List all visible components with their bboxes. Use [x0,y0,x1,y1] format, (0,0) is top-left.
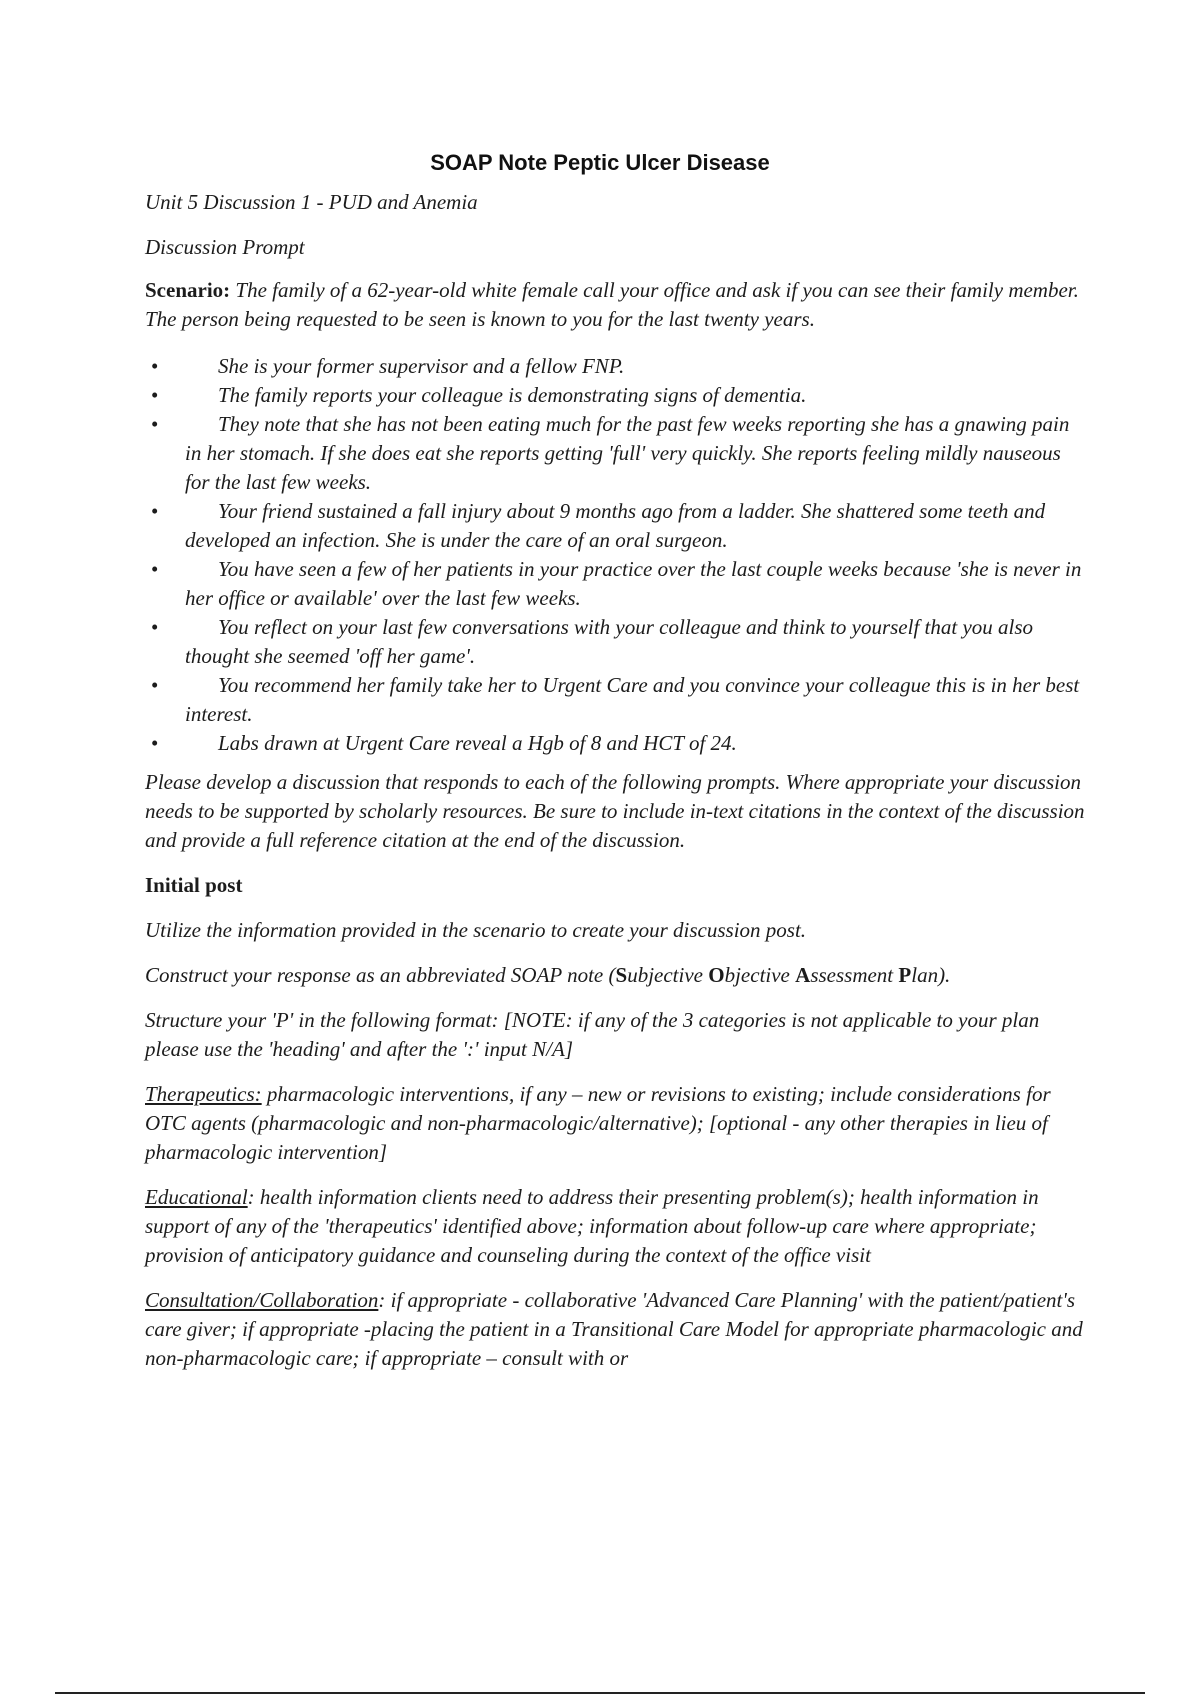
scenario-text: The family of a 62-year-old white female call your office and ask if you can see their family member. The person being requested to be seen is known to you for the last twenty years. [145,278,1079,331]
soap-word-objective: bjective [724,963,796,987]
bullet-marker: • [151,412,159,436]
educational-paragraph [145,1183,1085,1270]
bullet-marker: • [151,731,159,755]
bullet-marker: • [151,354,159,378]
bullet-marker: • [151,557,159,581]
bottom-divider [55,1692,1145,1694]
discussion-prompt-heading: Discussion Prompt [145,235,305,259]
bullet-text: You have seen a few of her patients in your practice over the last couple weeks because 'she is never in her office or available' over the last few weeks. [185,557,1082,610]
soap-word-plan: lan). [911,963,951,987]
educational-label: Educational [145,1185,248,1209]
list-item [145,729,1085,758]
consultation-text: : if appropriate - collaborative 'Advanced Care Planning' with the patient/patient's care giver; if appropriate -placing the patient in a Transitional Care Model for appropriate pharmacologic and non-pharmacologic care; if appropriate – consult with or [145,1288,1083,1370]
soap-letter-a: A [795,963,811,987]
list-item [145,613,1085,671]
educational-text: : health information clients need to address their presenting problem(s); health information in support of any of the 'therapeutics' identified above; information about follow-up care where appropriate; provision of anticipatory guidance and counseling during the context of the office visit [145,1185,1039,1267]
therapeutics-paragraph [145,1080,1085,1167]
soap-letter-o: O [708,963,725,987]
bullet-marker: • [151,673,159,697]
bullet-text: The family reports your colleague is demonstrating signs of dementia. [218,383,807,407]
therapeutics-text: pharmacologic interventions, if any – new or revisions to existing; include considerations for OTC agents (pharmacologic and non-pharmacologic/alternative); [optional - any other therapies in lieu of pharmacologic intervention] [145,1082,1051,1164]
list-item [145,352,1085,381]
list-item [145,497,1085,555]
page-title: SOAP Note Peptic Ulcer Disease [430,150,770,175]
soap-word-assessment: ssessment [810,963,899,987]
construct-prefix: Construct your response as an abbreviated SOAP note ( [145,963,616,987]
develop-discussion-paragraph: Please develop a discussion that responds to each of the following prompts. Where appropriate your discussion needs to be supported by scholarly resources. Be sure to include in-text citations in the context of the discussion and provide a full reference citation at the end of the discussion. [145,770,1085,852]
unit-subtitle: Unit 5 Discussion 1 - PUD and Anemia [145,190,478,214]
list-item [145,671,1085,729]
document-body [145,188,1085,1389]
scenario-label: Scenario: [145,278,231,302]
construct-soap-paragraph [145,961,1085,990]
soap-word-subjective: ubjective [627,963,709,987]
bullet-text: She is your former supervisor and a fellow FNP. [218,354,625,378]
utilize-paragraph: Utilize the information provided in the scenario to create your discussion post. [145,918,807,942]
soap-letter-s: S [615,963,628,987]
structure-paragraph: Structure your 'P' in the following format: [NOTE: if any of the 3 categories is not applicable to your plan please use the 'heading' and after the ':' input N/A] [145,1008,1040,1061]
initial-post-heading: Initial post [145,873,243,897]
soap-letter-p: P [898,963,912,987]
scenario-paragraph [145,276,1085,334]
bullet-text: They note that she has not been eating much for the past few weeks reporting she has a gnawing pain in her stomach. If she does eat she reports getting 'full' very quickly. She reports feeling mildly nauseous for the last few weeks. [185,412,1070,494]
bullet-text: You recommend her family take her to Urgent Care and you convince your colleague this is in her best interest. [185,673,1080,726]
bullet-text: Your friend sustained a fall injury about 9 months ago from a ladder. She shattered some teeth and developed an infection. She is under the care of an oral surgeon. [185,499,1046,552]
scenario-bullet-list [145,352,1085,758]
consultation-paragraph [145,1286,1085,1373]
bullet-text: Labs drawn at Urgent Care reveal a Hgb of 8 and HCT of 24. [218,731,737,755]
therapeutics-label: Therapeutics: [145,1082,262,1106]
bullet-marker: • [151,499,159,523]
list-item [145,381,1085,410]
bullet-marker: • [151,615,159,639]
bullet-text: You reflect on your last few conversations with your colleague and think to yourself that you also thought she seemed 'off her game'. [185,615,1034,668]
bullet-marker: • [151,383,159,407]
consultation-label: Consultation/Collaboration [145,1288,379,1312]
list-item [145,410,1085,497]
list-item [145,555,1085,613]
